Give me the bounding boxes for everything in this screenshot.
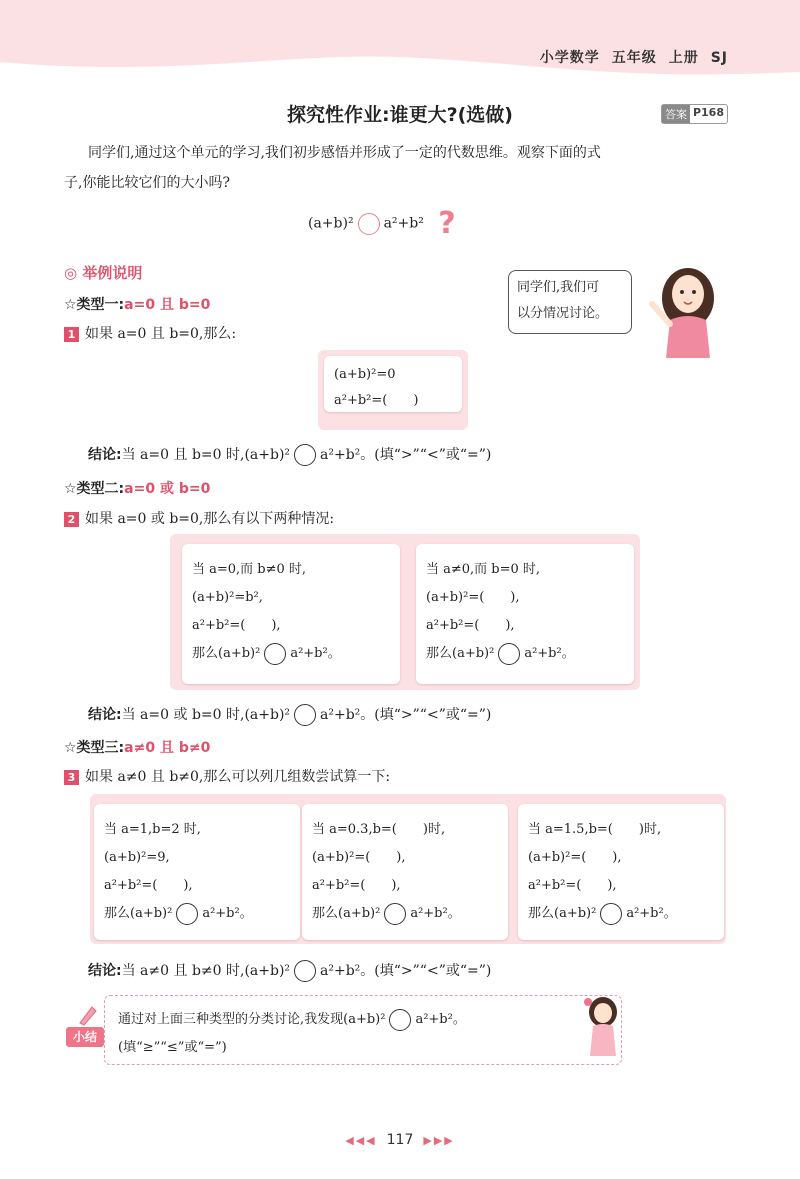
- page-number-text: 117: [386, 1132, 414, 1148]
- q3-card-3-circle[interactable]: [600, 903, 622, 925]
- summary-line-1: [118, 1008, 466, 1031]
- q3-card-1-line-4a: 那么(a+b)²: [104, 906, 173, 921]
- header-grade: 五年级: [611, 50, 657, 66]
- q2-card-2-line-2[interactable]: (a+b)²=( ),: [426, 590, 520, 605]
- q3-card-1-line-4b: a²+b²。: [202, 906, 253, 921]
- header-subject: 小学数学: [539, 50, 600, 66]
- q3-card-2-line-3[interactable]: a²+b²=( ),: [312, 878, 401, 893]
- type-1-condition: a=0 且 b=0: [124, 297, 211, 313]
- section-title: [64, 262, 142, 283]
- question-3-number: 3: [64, 770, 79, 785]
- type-3-label: ☆类型三:: [64, 740, 125, 756]
- q2-panel: [170, 534, 640, 690]
- bubble-line-2: 以分情况讨论。: [517, 306, 609, 321]
- page-number: [0, 1132, 800, 1148]
- q2-card-2: [416, 544, 634, 684]
- question-3: [64, 766, 390, 786]
- prev-arrows-icon: ◀◀◀: [345, 1134, 377, 1147]
- q3-card-2-line-1[interactable]: 当 a=0.3,b=( )时,: [312, 822, 446, 837]
- speech-bubble: [508, 270, 632, 334]
- q2-card-1: [182, 544, 400, 684]
- header-label: [528, 47, 728, 67]
- q3-card-3-line-3[interactable]: a²+b²=( ),: [528, 878, 617, 893]
- teacher-illustration: [640, 258, 730, 358]
- q3-card-3-line-1[interactable]: 当 a=1.5,b=( )时,: [528, 822, 662, 837]
- question-2: [64, 508, 334, 528]
- question-1-number: 1: [64, 327, 79, 342]
- pencil-icon: [76, 1003, 98, 1027]
- q2-card-1-line-4: [192, 640, 390, 668]
- q3-card-1-circle[interactable]: [176, 903, 198, 925]
- q2-card-1-line-3[interactable]: a²+b²=( ),: [192, 618, 281, 633]
- conclusion-3-label: 结论:: [88, 963, 122, 979]
- conclusion-1-text-b: a²+b²。(填“>”“<”或“=”): [320, 447, 492, 463]
- conclusion-2-text-b: a²+b²。(填“>”“<”或“=”): [320, 707, 492, 723]
- q3-card-2-circle[interactable]: [384, 903, 406, 925]
- question-3-text: 如果 a≠0 且 b≠0,那么可以列几组数尝试算一下:: [85, 769, 391, 785]
- type-2-heading: [64, 478, 210, 498]
- q3-card-3-line-4a: 那么(a+b)²: [528, 906, 597, 921]
- q3-panel: [90, 794, 726, 944]
- type-2-condition: a=0 或 b=0: [124, 481, 211, 497]
- q1-card: [324, 356, 462, 412]
- page-title: 探究性作业:谁更大?(选做): [287, 104, 513, 126]
- conclusion-2-text-a: 当 a=0 或 b=0 时,(a+b)²: [121, 707, 291, 723]
- type-1-label: ☆类型一:: [64, 297, 125, 313]
- conclusion-3: [88, 960, 491, 982]
- question-1-text: 如果 a=0 且 b=0,那么:: [85, 326, 237, 342]
- conclusion-2: [88, 704, 491, 726]
- q2-card-1-line-4a: 那么(a+b)²: [192, 646, 261, 661]
- q3-card-2: [302, 804, 508, 940]
- conclusion-2-label: 结论:: [88, 707, 122, 723]
- q3-card-1-line-1: 当 a=1,b=2 时,: [104, 822, 201, 837]
- intro-line-1: 同学们,通过这个单元的学习,我们初步感悟并形成了一定的代数思维。观察下面的式: [88, 145, 601, 161]
- q2-card-2-line-1: 当 a≠0,而 b=0 时,: [426, 562, 541, 577]
- question-2-number: 2: [64, 512, 79, 527]
- q3-card-3: [518, 804, 724, 940]
- main-expr-right: a²+b²: [383, 215, 424, 232]
- q3-card-3-line-2[interactable]: (a+b)²=( ),: [528, 850, 622, 865]
- summary-label: 小结: [66, 1027, 104, 1047]
- question-mark-icon: ?: [438, 206, 456, 241]
- q3-card-1-line-2: (a+b)²=9,: [104, 850, 170, 865]
- q3-card-2-line-4b: a²+b²。: [410, 906, 461, 921]
- q3-card-1-line-4: [104, 900, 290, 928]
- q2-card-2-line-4a: 那么(a+b)²: [426, 646, 495, 661]
- q2-card-1-circle[interactable]: [264, 643, 286, 665]
- q3-card-3-line-4b: a²+b²。: [626, 906, 677, 921]
- header-volume: 上册: [668, 50, 699, 66]
- summary-circle[interactable]: [389, 1009, 411, 1031]
- girl-illustration: [578, 994, 628, 1058]
- conclusion-2-circle[interactable]: [294, 704, 316, 726]
- q2-card-2-circle[interactable]: [498, 643, 520, 665]
- q3-card-1-line-3[interactable]: a²+b²=( ),: [104, 878, 193, 893]
- q1-panel: [318, 350, 468, 430]
- type-1-heading: [64, 294, 210, 314]
- type-3-heading: [64, 737, 210, 757]
- type-2-label: ☆类型二:: [64, 481, 125, 497]
- answer-tag-page: P168: [692, 106, 724, 119]
- conclusion-1-circle[interactable]: [294, 444, 316, 466]
- target-icon: ◎: [64, 264, 78, 282]
- q2-card-1-line-1: 当 a=0,而 b≠0 时,: [192, 562, 307, 577]
- question-1: [64, 323, 236, 343]
- q3-card-2-line-4a: 那么(a+b)²: [312, 906, 381, 921]
- section-title-text: 举例说明: [82, 264, 143, 282]
- answer-tag-label: 答案: [662, 105, 690, 123]
- q2-card-1-line-4b: a²+b²。: [290, 646, 341, 661]
- answer-tag[interactable]: [661, 104, 728, 124]
- conclusion-1: [88, 444, 491, 466]
- summary-line-1b: a²+b²。: [415, 1012, 466, 1027]
- q2-card-1-line-2: (a+b)²=b²,: [192, 590, 263, 605]
- main-expr-left: (a+b)²: [308, 215, 354, 232]
- question-2-text: 如果 a=0 或 b=0,那么有以下两种情况:: [85, 511, 335, 527]
- q1-line-1: (a+b)²=0: [334, 367, 396, 382]
- q3-card-2-line-4: [312, 900, 498, 928]
- header-band: [0, 0, 800, 80]
- conclusion-1-label: 结论:: [88, 447, 122, 463]
- header-edition: SJ: [710, 50, 728, 66]
- q3-card-1: [94, 804, 300, 940]
- conclusion-3-circle[interactable]: [294, 960, 316, 982]
- summary-line-2: (填“≥”“≤”或“=”): [118, 1040, 227, 1055]
- q2-card-2-line-4: [426, 640, 624, 668]
- main-expression: [308, 206, 456, 241]
- compare-circle[interactable]: [358, 213, 380, 235]
- bubble-line-1: 同学们,我们可: [517, 280, 600, 295]
- q1-line-2[interactable]: a²+b²=( ): [334, 393, 419, 408]
- summary-line-1a: 通过对上面三种类型的分类讨论,我发现(a+b)²: [118, 1012, 386, 1027]
- conclusion-3-text-b: a²+b²。(填“>”“<”或“=”): [320, 963, 492, 979]
- q2-card-2-line-4b: a²+b²。: [524, 646, 575, 661]
- q2-card-2-line-3[interactable]: a²+b²=( ),: [426, 618, 515, 633]
- conclusion-3-text-a: 当 a≠0 且 b≠0 时,(a+b)²: [121, 963, 291, 979]
- q3-card-2-line-2[interactable]: (a+b)²=( ),: [312, 850, 406, 865]
- conclusion-1-text-a: 当 a=0 且 b=0 时,(a+b)²: [121, 447, 291, 463]
- q3-card-3-line-4: [528, 900, 714, 928]
- type-3-condition: a≠0 且 b≠0: [124, 740, 211, 756]
- intro-line-2: 子,你能比较它们的大小吗?: [64, 175, 230, 191]
- next-arrows-icon: ▶▶▶: [423, 1134, 455, 1147]
